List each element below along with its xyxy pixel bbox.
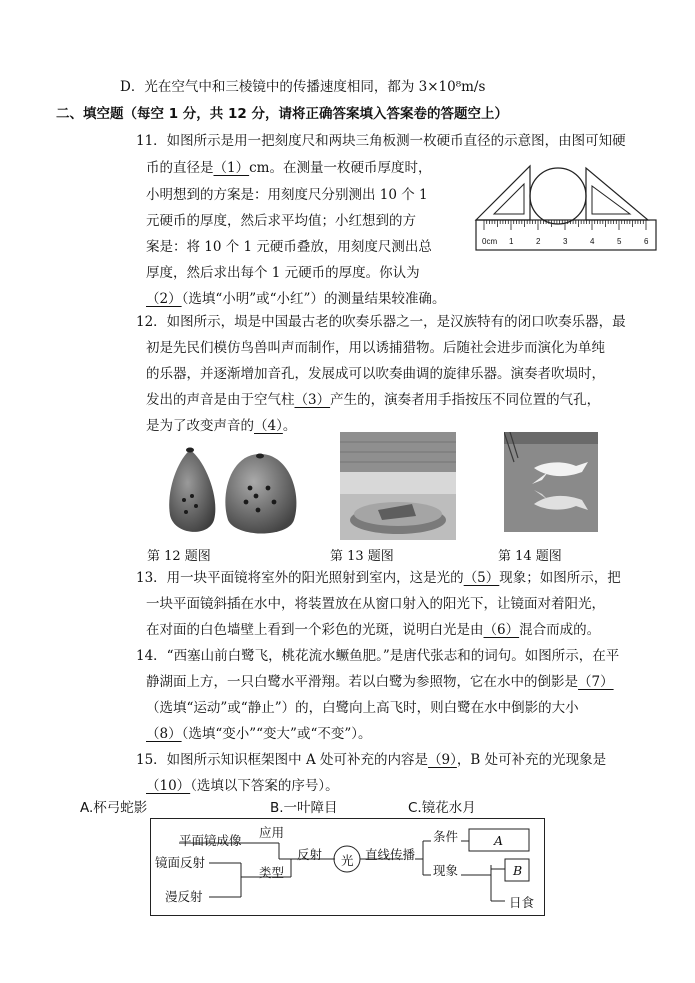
blank-3[interactable]: （3） <box>294 392 331 408</box>
q15-line2: （10）（选填以下答案的序号）。 <box>146 778 339 794</box>
blank-4[interactable]: （4） <box>254 418 283 434</box>
q13-line1: 13．用一块平面镜将室外的阳光照射到室内，这是光的（5）现象；如图所示，把 <box>136 570 621 586</box>
q15-line1: 15．如图所示知识框架图中 A 处可补充的内容是（9），B 处可补充的光现象是 <box>136 752 607 768</box>
diagram-application: 应用 <box>259 825 285 840</box>
diagram-mirror-reflection: 镜面反射 <box>155 855 206 870</box>
diagram-type: 类型 <box>259 865 285 880</box>
option-a: A.杯弓蛇影 <box>80 800 148 816</box>
q12-line3: 的乐器，并逐渐增加音孔，发展成可以吹奏曲调的旋律乐器。演奏者吹埙时， <box>146 366 605 382</box>
q12-line1: 12．如图所示，埙是中国最古老的吹奏乐器之一，是汉族特有的闭口吹奏乐器，最 <box>136 314 626 330</box>
diagram-box-b: B <box>513 863 523 878</box>
q11-line2: 币的直径是（1）cm。在测量一枚硬币厚度时， <box>146 160 432 176</box>
option-b: B.一叶障目 <box>270 800 338 816</box>
ruler-label-4: 4 <box>590 237 595 246</box>
diagram-diffuse: 漫反射 <box>165 889 203 904</box>
q12-line2: 初是先民们模仿鸟兽叫声而制作，用以诱捕猎物。后随社会进步而演化为单纯 <box>146 340 605 356</box>
coin <box>530 168 586 224</box>
q13-line3: 在对面的白色墙壁上看到一个彩色的光斑，说明白光是由（6）混合而成的。 <box>146 622 601 638</box>
ruler-label-2: 2 <box>536 237 541 246</box>
diagram-eclipse: 日食 <box>509 895 535 910</box>
caption-fig14: 第 14 题图 <box>498 549 562 564</box>
blank-8[interactable]: （8） <box>146 726 182 742</box>
q14-line4: （8）（选填“变小”“变大”或“不变”）。 <box>146 726 372 742</box>
diagram-reflection: 反射 <box>297 847 323 862</box>
diagram-box-a: A <box>494 833 504 848</box>
q11-line1: 11．如图所示是用一把刻度尺和两块三角板测一枚硬币直径的示意图，由图可知硬 <box>136 133 626 149</box>
diagram-condition: 条件 <box>433 829 459 844</box>
right-triangle <box>586 168 648 220</box>
q11-line5: 案是：将 10 个 1 元硬币叠放，用刻度尺测出总 <box>146 239 432 255</box>
blank-7[interactable]: （7） <box>578 674 614 690</box>
caption-fig13: 第 13 题图 <box>330 549 394 564</box>
q14-line2: 静湖面上方，一只白鹭水平滑翔。若以白鹭为参照物，它在水中的倒影是（7） <box>146 674 614 690</box>
blank-9[interactable]: （9） <box>428 752 457 768</box>
blank-6[interactable]: （6） <box>483 622 520 638</box>
q10-option-d: D．光在空气中和三棱镜中的传播速度相同，都为 3×10⁸m/s <box>120 79 486 95</box>
blank-2[interactable]: （2） <box>146 291 182 307</box>
egret-photo <box>504 432 598 532</box>
q14-line3: （选填“运动”或“静止”）的，白鹭向上高飞时，则白鹭在水中倒影的大小 <box>146 700 579 716</box>
diagram-phenomenon: 现象 <box>433 863 459 878</box>
section-header: 二、填空题（每空 1 分，共 12 分，请将正确答案填入答案卷的答题空上） <box>56 106 508 122</box>
knowledge-diagram <box>150 818 545 916</box>
caption-fig12: 第 12 题图 <box>147 549 211 564</box>
ruler-label-3: 3 <box>563 237 568 246</box>
ruler-label-6: 6 <box>644 237 649 246</box>
ruler-coin-figure <box>472 158 662 258</box>
blank-10[interactable]: （10） <box>146 778 191 794</box>
ruler-label-0: 0cm <box>482 237 498 246</box>
q13-line2: 一块平面镜斜插在水中，将装置放在从窗口射入的阳光下，让镜面对着阳光， <box>146 596 605 612</box>
ruler-label-5: 5 <box>617 237 622 246</box>
diagram-straight-line: 直线传播 <box>365 847 416 862</box>
mirror-water-photo <box>340 432 456 540</box>
q11-line7: （2）（选填“小明”或“小红”）的测量结果较准确。 <box>146 291 446 307</box>
blank-5[interactable]: （5） <box>463 570 500 586</box>
ruler-label-1: 1 <box>509 237 514 246</box>
q12-line5: 是为了改变声音的（4）。 <box>146 418 297 434</box>
xun-instrument-photo <box>160 440 305 540</box>
q14-line1: 14．“西塞山前白鹭飞，桃花流水鳜鱼肥。”是唐代张志和的词句。如图所示，在平 <box>136 648 620 664</box>
diagram-light: 光 <box>341 853 354 868</box>
left-triangle <box>476 166 530 220</box>
q11-line3: 小明想到的方案是：用刻度尺分别测出 10 个 1 <box>146 187 428 203</box>
blank-1[interactable]: （1） <box>213 160 250 176</box>
q11-line4: 元硬币的厚度，然后求平均值；小红想到的方 <box>146 213 416 229</box>
diagram-plane-mirror: 平面镜成像 <box>179 833 242 848</box>
q11-line6: 厚度，然后求出每个 1 元硬币的厚度。你认为 <box>146 265 420 281</box>
option-c: C.镜花水月 <box>408 800 476 816</box>
q12-line4: 发出的声音是由于空气柱（3）产生的，演奏者用手指按压不同位置的气孔， <box>146 392 601 408</box>
